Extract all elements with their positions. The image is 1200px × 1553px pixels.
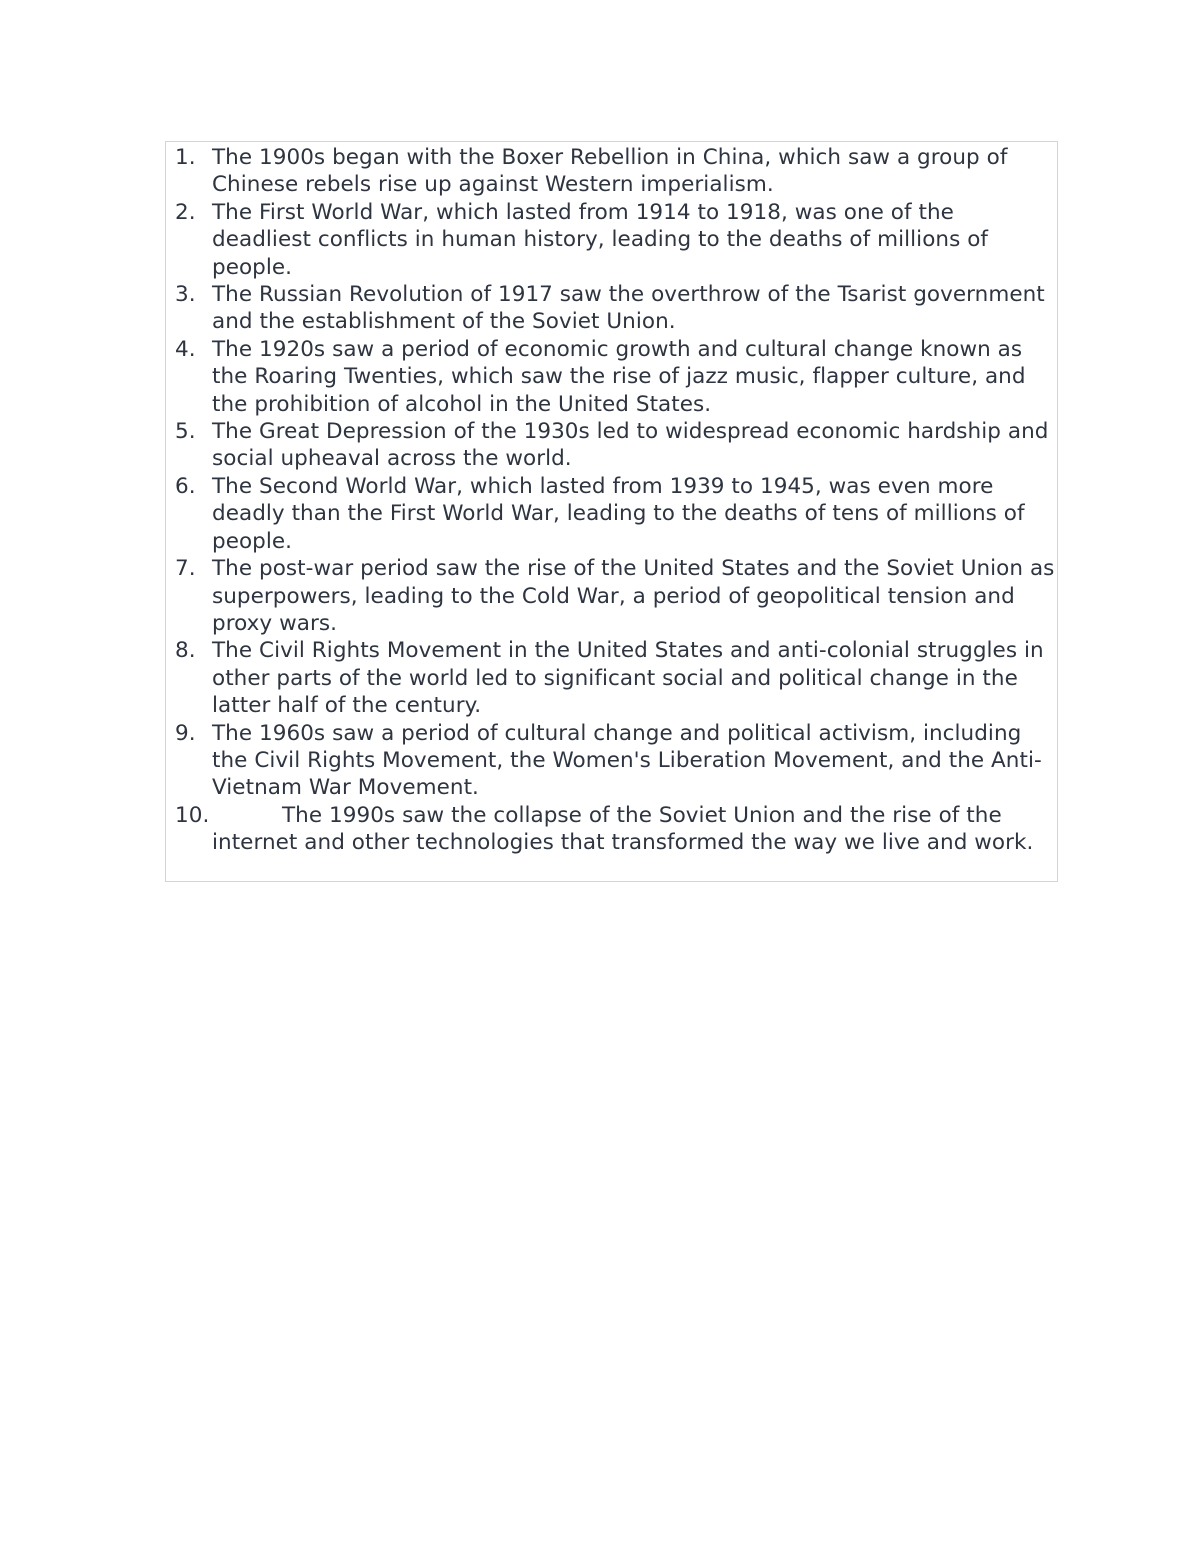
list-item-text: The 1900s began with the Boxer Rebellion in China, which saw a group of Chinese rebels rise up against Western imperialism. (212, 145, 1015, 198)
list-item-number: 7. (175, 556, 196, 582)
list-item-number: 1. (175, 145, 196, 170)
list-item (166, 281, 1057, 336)
list-item-text: The Civil Rights Movement in the United States and anti-colonial struggles in other parts of the world led to significant social and political change in the latter half of the century. (212, 638, 1051, 719)
list-item-number: 3. (175, 282, 196, 308)
list-item (166, 802, 1057, 857)
list-item-number: 8. (175, 638, 196, 664)
list-item-text: The 1920s saw a period of economic growth and cultural change known as the Roaring Twenties, which saw the rise of jazz music, flapper culture, and the prohibition of alcohol in the United States. (212, 336, 1033, 417)
list-item-number: 9. (175, 720, 196, 746)
numbered-list (165, 141, 1062, 882)
list-item (166, 418, 1057, 473)
list-item-number: 2. (175, 199, 196, 225)
list-item (166, 637, 1057, 719)
list-item (166, 720, 1057, 802)
list-item-text: The 1990s saw the collapse of the Soviet Union and the rise of the internet and other technologies that transformed the way we live and work. (212, 802, 1034, 856)
list-item-number: 5. (175, 419, 196, 445)
list-item (166, 473, 1057, 555)
list-item-number: 4. (175, 336, 196, 362)
list-item (166, 199, 1057, 281)
list-item-text: The First World War, which lasted from 1914 to 1918, was one of the deadliest conflicts in human history, leading to the deaths of millions of people. (212, 199, 995, 280)
list-item-number: 10. (175, 802, 210, 828)
list-item (166, 336, 1057, 418)
list-item-text: The Second World War, which lasted from 1939 to 1945, was even more deadly than the First World War, leading to the deaths of tens of millions of people. (212, 473, 1032, 554)
list-item-number: 6. (175, 473, 196, 499)
list-item-text: The Russian Revolution of 1917 saw the overthrow of the Tsarist government and the establishment of the Soviet Union. (212, 282, 1052, 335)
list-item (166, 144, 1057, 199)
list-item-text: The Great Depression of the 1930s led to widespread economic hardship and social upheaval across the world. (212, 419, 1056, 472)
list-item (166, 555, 1062, 637)
list-item-text: The post-war period saw the rise of the United States and the Soviet Union as superpowers, leading to the Cold War, a period of geopolitical tension and proxy wars. (212, 556, 1062, 636)
list-item-text: The 1960s saw a period of cultural change and political activism, including the Civil Rights Movement, the Women's Liberation Movement, and the Anti-Vietnam War Movement. (212, 720, 1042, 801)
